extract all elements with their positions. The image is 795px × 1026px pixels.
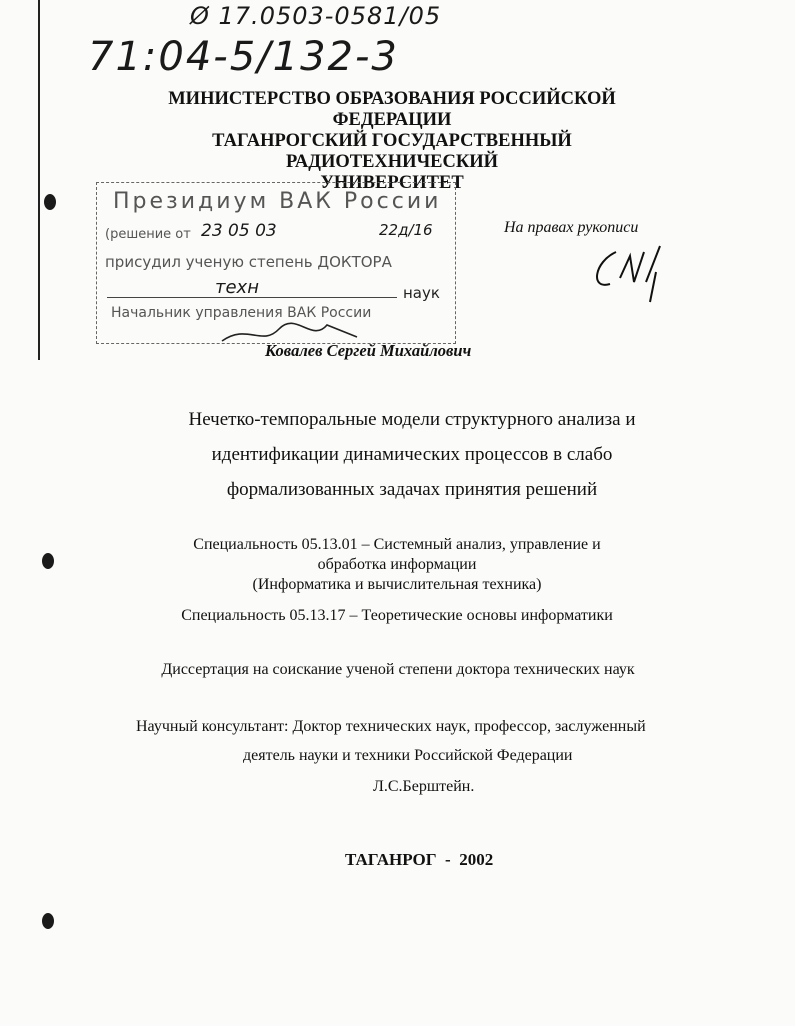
author-signature-icon: [586, 242, 686, 306]
university-line3: УНИВЕРСИТЕТ: [320, 173, 464, 193]
handwritten-catalog-top: Ø 17.0503-0581/05: [190, 2, 442, 30]
punch-hole: [42, 913, 54, 929]
stamp-decision-number: 22д/16: [379, 221, 433, 239]
stamp-decision-prefix: (решение от: [105, 227, 191, 242]
dissertation-title: [110, 402, 714, 507]
stamp-decision-date: 23 05 03: [201, 221, 277, 241]
dissertation-degree: Диссертация на соискание ученой степени доктора технических наук: [161, 661, 635, 678]
consultant-line1: Научный консультант: Доктор технических наук, профессор, заслуженный: [136, 718, 646, 735]
vak-stamp: [96, 182, 456, 344]
punch-hole: [42, 553, 54, 569]
ministry-line1: МИНИСТЕРСТВО ОБРАЗОВАНИЯ РОССИЙСКОЙ: [168, 89, 616, 109]
specialty-2: Специальность 05.13.17 – Теоретические основы информатики: [181, 607, 613, 624]
stamp-signature-role: Начальник управления ВАК России: [111, 305, 372, 321]
specialty1-line1: Специальность 05.13.01 – Системный анализ, управление и: [193, 536, 601, 553]
stamp-degree-line: присудил ученую степень ДОКТОРА: [105, 253, 392, 271]
punch-hole: [44, 194, 56, 210]
institution-header: [90, 89, 694, 194]
consultant-line2: деятель науки и техники Российской Федерации: [243, 747, 573, 764]
title-line3: формализованных задачах принятия решений: [226, 479, 598, 500]
handwritten-catalog-main: 71:04-5/132-3: [88, 34, 399, 80]
university-line2: РАДИОТЕХНИЧЕСКИЙ: [285, 152, 499, 172]
ministry-line2: ФЕДЕРАЦИИ: [332, 110, 452, 130]
specialty1-line2: обработка информации: [317, 556, 477, 573]
rights-note: На правах рукописи: [504, 219, 639, 236]
specialty-1: [105, 535, 689, 595]
title-line1: Нечетко-темпоральные модели структурного анализа и: [188, 409, 636, 430]
scan-edge-line: [38, 0, 40, 360]
author-name: Ковалев Сергей Михайлович: [265, 341, 472, 360]
consultant-name: Л.С.Берштейн.: [373, 778, 475, 795]
specialty1-line3: (Информатика и вычислительная техника): [252, 576, 542, 593]
stamp-presidium: Президиум ВАК России: [113, 189, 442, 214]
footer-city-year: ТАГАНРОГ - 2002: [345, 850, 494, 869]
stamp-science-handwritten: техн: [215, 277, 259, 298]
stamp-science-suffix: наук: [403, 284, 440, 302]
title-line2: идентификации динамических процессов в слабо: [211, 444, 613, 465]
university-line1: ТАГАНРОГСКИЙ ГОСУДАРСТВЕННЫЙ: [212, 131, 572, 151]
